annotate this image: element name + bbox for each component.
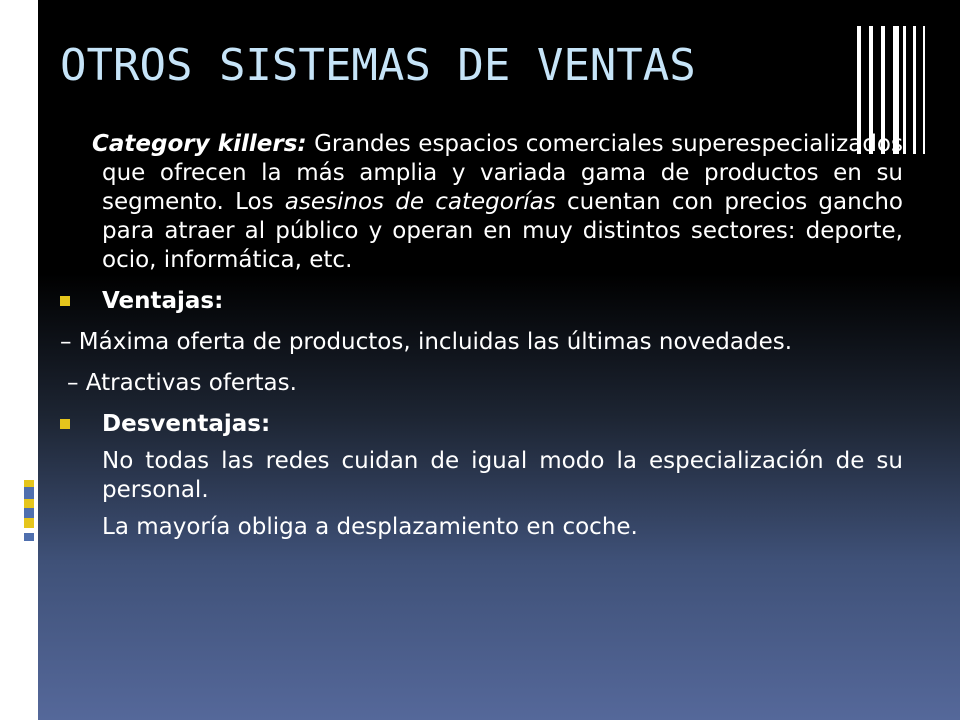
decorative-accent-blue [24, 487, 34, 499]
intro-text-b: cuentan con precios gancho para atraer al público y operan en muy distintos sectores: deporte, ocio, informática, etc. [102, 189, 903, 273]
advantage-item: – Atractivas ofertas. [67, 370, 297, 396]
intro-term: Category killers: [92, 131, 307, 157]
square-bullet-icon [60, 419, 70, 429]
decorative-accent-blue-3 [24, 533, 34, 541]
intro-text-a: Grandes espacios comerciales superespecializados que ofrecen la más amplia y variada gama de productos en su segmento. Los [102, 131, 903, 215]
disadvantage-item: La mayoría obliga a desplazamiento en coche. [102, 514, 638, 540]
slide-body [60, 130, 903, 542]
square-bullet-icon [60, 296, 70, 306]
slide-title: OTROS SISTEMAS DE VENTAS [60, 40, 696, 91]
disadvantages-label: Desventajas: [102, 411, 271, 437]
advantage-item: – Máxima oferta de productos, incluidas las últimas novedades. [60, 329, 793, 355]
left-decorative-bar [0, 0, 38, 720]
intro-emphasis: asesinos de categorías [284, 189, 556, 215]
decorative-accent-blue-2 [24, 508, 34, 518]
intro-paragraph [60, 130, 903, 275]
advantages-heading [60, 287, 903, 316]
advantages-label: Ventajas: [102, 288, 224, 314]
disadvantages-heading [60, 410, 903, 439]
disadvantage-item: No todas las redes cuidan de igual modo la especialización de su personal. [102, 448, 903, 503]
